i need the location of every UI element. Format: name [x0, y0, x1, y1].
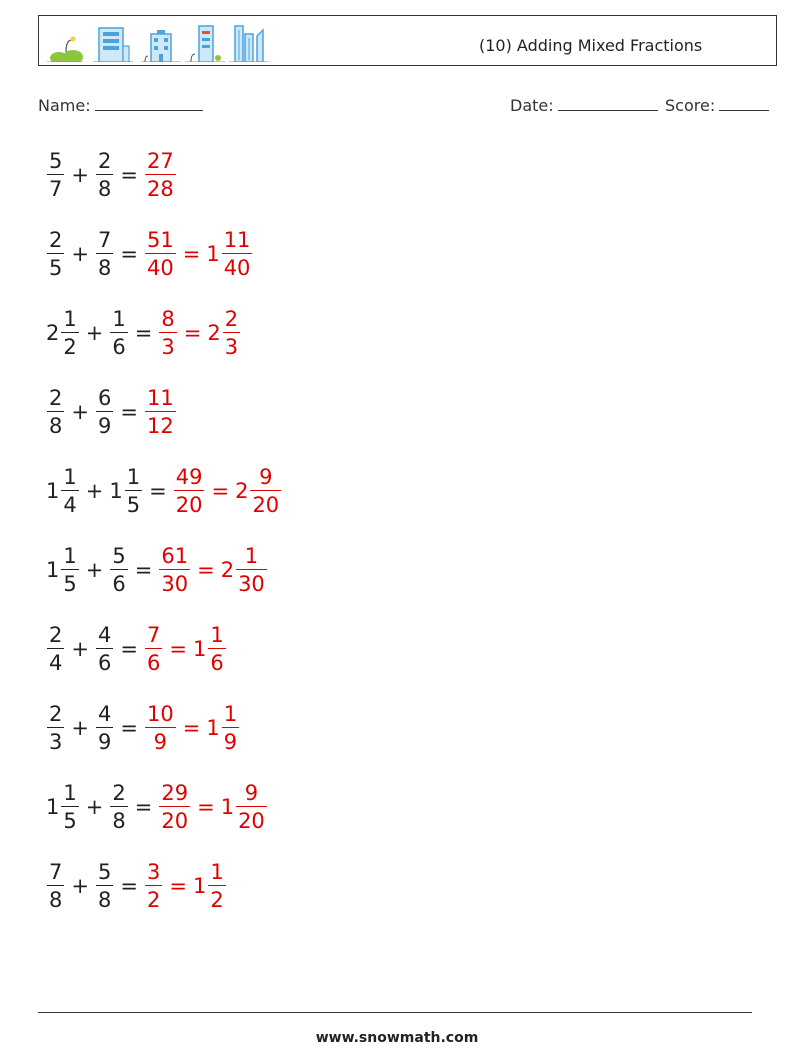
date-blank — [558, 94, 658, 111]
problem-row — [46, 851, 227, 921]
denominator: 2 — [210, 887, 224, 912]
fraction — [222, 227, 253, 280]
numerator: 8 — [161, 306, 175, 331]
whole-number: 1 — [192, 874, 207, 898]
numerator: 4 — [97, 622, 112, 647]
plus-sign: + — [85, 558, 104, 582]
denominator: 20 — [161, 808, 189, 833]
denominator: 7 — [49, 176, 63, 201]
addend-a — [46, 306, 80, 359]
problem-row — [46, 535, 268, 605]
date-label: Date: — [510, 96, 554, 115]
improper-answer — [158, 780, 191, 833]
addend-b — [95, 859, 114, 912]
equals-sign: = — [169, 874, 187, 898]
improper-answer — [144, 622, 163, 675]
denominator: 20 — [252, 492, 280, 517]
fraction — [47, 701, 64, 754]
fraction — [125, 464, 142, 517]
fraction — [110, 306, 127, 359]
numerator: 10 — [146, 701, 174, 726]
fraction — [145, 622, 162, 675]
addend-a — [46, 859, 65, 912]
fraction — [159, 543, 190, 596]
equals-sign: = — [211, 479, 230, 503]
fraction — [96, 385, 113, 438]
addend-b — [95, 701, 114, 754]
numerator: 9 — [244, 780, 259, 805]
addend-b — [95, 148, 114, 201]
fraction — [110, 543, 127, 596]
equals-sign: = — [169, 637, 187, 661]
mixed-answer — [206, 227, 253, 280]
numerator: 1 — [63, 464, 77, 489]
addend-a — [46, 385, 65, 438]
plus-sign: + — [71, 400, 89, 424]
denominator: 12 — [146, 413, 174, 438]
addend-b — [109, 780, 128, 833]
answer — [144, 385, 177, 438]
score-field — [665, 94, 769, 115]
denominator: 5 — [63, 808, 77, 833]
equals-sign: = — [183, 321, 202, 345]
fraction — [223, 306, 240, 359]
score-blank — [719, 94, 769, 111]
equals-sign: = — [120, 400, 138, 424]
improper-answer — [158, 306, 177, 359]
fraction — [96, 622, 113, 675]
numerator: 7 — [49, 859, 63, 884]
equals-sign: = — [120, 874, 138, 898]
answer — [158, 306, 241, 359]
fraction — [61, 306, 78, 359]
fraction — [96, 148, 113, 201]
numerator: 1 — [126, 464, 141, 489]
numerator: 1 — [63, 543, 77, 568]
denominator: 8 — [97, 887, 112, 912]
whole-number: 1 — [46, 479, 60, 503]
denominator: 3 — [49, 729, 63, 754]
mixed-answer — [220, 543, 268, 596]
fraction — [236, 543, 267, 596]
name-field — [38, 94, 203, 115]
plus-sign: + — [71, 163, 89, 187]
numerator: 5 — [49, 148, 63, 173]
addend-a — [46, 622, 65, 675]
equals-sign: = — [197, 558, 215, 582]
fraction — [159, 780, 190, 833]
whole-number: 1 — [220, 795, 235, 819]
numerator: 7 — [146, 622, 161, 647]
improper-answer — [144, 148, 177, 201]
denominator: 28 — [146, 176, 174, 201]
denominator: 20 — [175, 492, 203, 517]
fraction — [96, 227, 113, 280]
fraction — [61, 464, 78, 517]
denominator: 9 — [97, 729, 112, 754]
worksheet-title: (10) Adding Mixed Fractions — [479, 36, 703, 55]
denominator: 6 — [210, 650, 224, 675]
improper-answer — [144, 385, 177, 438]
addend-b — [109, 464, 143, 517]
equals-sign: = — [120, 637, 138, 661]
answer — [144, 148, 177, 201]
whole-number: 2 — [46, 321, 60, 345]
denominator: 30 — [238, 571, 265, 596]
improper-answer — [158, 543, 191, 596]
fraction — [222, 701, 239, 754]
denominator: 5 — [49, 255, 63, 280]
fraction — [159, 306, 176, 359]
apartment-building-icon — [141, 22, 181, 62]
denominator: 8 — [49, 887, 63, 912]
fraction — [174, 464, 205, 517]
denominator: 2 — [63, 334, 77, 359]
fraction — [47, 622, 64, 675]
score-label: Score: — [665, 96, 716, 115]
numerator: 11 — [146, 385, 174, 410]
addend-a — [46, 148, 65, 201]
improper-answer — [144, 227, 177, 280]
worksheet-header — [38, 15, 777, 66]
addend-a — [46, 780, 80, 833]
numerator: 2 — [112, 780, 126, 805]
numerator: 61 — [161, 543, 189, 568]
equals-sign: = — [120, 242, 138, 266]
mixed-answer — [192, 622, 227, 675]
fraction — [145, 148, 176, 201]
addend-a — [46, 464, 80, 517]
plus-sign: + — [85, 795, 104, 819]
numerator: 11 — [223, 227, 251, 252]
fraction — [208, 859, 225, 912]
fraction — [145, 859, 162, 912]
denominator: 6 — [97, 650, 112, 675]
addend-b — [95, 227, 114, 280]
equals-sign: = — [182, 242, 201, 266]
improper-answer — [144, 859, 163, 912]
numerator: 51 — [146, 227, 174, 252]
fraction — [110, 780, 127, 833]
fraction — [47, 385, 64, 438]
plus-sign: + — [71, 716, 89, 740]
fraction — [47, 859, 64, 912]
fraction — [145, 701, 176, 754]
mixed-answer — [235, 464, 282, 517]
addend-b — [109, 306, 128, 359]
denominator: 6 — [112, 571, 126, 596]
equals-sign: = — [120, 716, 138, 740]
denominator: 40 — [223, 255, 251, 280]
numerator: 2 — [49, 385, 63, 410]
answer — [144, 622, 227, 675]
denominator: 8 — [112, 808, 126, 833]
answer — [173, 464, 282, 517]
improper-answer — [173, 464, 206, 517]
problem-row — [46, 693, 240, 763]
equals-sign: = — [134, 321, 153, 345]
denominator: 3 — [161, 334, 175, 359]
whole-number: 2 — [207, 321, 221, 345]
plus-sign: + — [71, 637, 89, 661]
numerator: 5 — [112, 543, 126, 568]
numerator: 6 — [97, 385, 112, 410]
whole-number: 1 — [192, 637, 207, 661]
answer — [144, 859, 227, 912]
problem-row — [46, 772, 268, 842]
equals-sign: = — [120, 163, 138, 187]
denominator: 40 — [146, 255, 174, 280]
denominator: 9 — [97, 413, 112, 438]
numerator: 1 — [112, 306, 126, 331]
answer — [144, 701, 240, 754]
numerator: 29 — [161, 780, 189, 805]
name-blank — [95, 94, 203, 111]
numerator: 2 — [224, 306, 239, 331]
office-building-icon — [93, 22, 133, 62]
improper-answer — [144, 701, 177, 754]
addend-a — [46, 701, 65, 754]
numerator: 4 — [97, 701, 112, 726]
denominator: 9 — [223, 729, 238, 754]
numerator: 1 — [210, 859, 224, 884]
addend-a — [46, 543, 80, 596]
numerator: 2 — [49, 227, 63, 252]
fraction — [96, 701, 113, 754]
fraction — [96, 859, 113, 912]
skyscraper-icon — [229, 22, 269, 62]
denominator: 8 — [49, 413, 63, 438]
equals-sign: = — [134, 795, 153, 819]
numerator: 1 — [63, 306, 77, 331]
problem-row — [46, 140, 177, 210]
footer-url: www.snowmath.com — [315, 1030, 479, 1046]
addend-b — [109, 543, 128, 596]
numerator: 1 — [223, 701, 238, 726]
denominator: 2 — [146, 887, 161, 912]
mixed-answer — [207, 306, 241, 359]
fraction — [61, 543, 78, 596]
whole-number: 2 — [220, 558, 235, 582]
denominator: 20 — [238, 808, 265, 833]
tower-building-icon — [185, 22, 225, 62]
numerator: 2 — [49, 701, 63, 726]
fraction — [145, 385, 176, 438]
denominator: 8 — [97, 176, 112, 201]
fraction — [47, 148, 64, 201]
mixed-answer — [220, 780, 268, 833]
problem-row — [46, 456, 282, 526]
equals-sign: = — [149, 479, 167, 503]
problem-row — [46, 614, 227, 684]
fraction — [208, 622, 225, 675]
park-icon — [45, 22, 85, 62]
denominator: 30 — [161, 571, 189, 596]
addend-a — [46, 227, 65, 280]
whole-number: 1 — [46, 795, 60, 819]
whole-number: 1 — [46, 558, 60, 582]
problem-row — [46, 219, 253, 289]
answer — [158, 543, 267, 596]
denominator: 3 — [224, 334, 239, 359]
numerator: 2 — [49, 622, 63, 647]
addend-b — [95, 385, 114, 438]
whole-number: 1 — [109, 479, 123, 503]
numerator: 5 — [97, 859, 112, 884]
numerator: 27 — [146, 148, 174, 173]
numerator: 9 — [259, 464, 273, 489]
mixed-answer — [192, 859, 227, 912]
fraction — [47, 227, 64, 280]
denominator: 5 — [126, 492, 141, 517]
plus-sign: + — [85, 479, 104, 503]
problem-row — [46, 377, 177, 447]
fraction — [61, 780, 78, 833]
equals-sign: = — [134, 558, 153, 582]
numerator: 1 — [210, 622, 224, 647]
denominator: 9 — [153, 729, 168, 754]
plus-sign: + — [85, 321, 104, 345]
numerator: 2 — [97, 148, 112, 173]
problem-row — [46, 298, 241, 368]
equals-sign: = — [182, 716, 201, 740]
denominator: 4 — [49, 650, 63, 675]
numerator: 1 — [244, 543, 259, 568]
fraction — [236, 780, 267, 833]
answer — [144, 227, 253, 280]
denominator: 6 — [112, 334, 126, 359]
answer — [158, 780, 267, 833]
fraction — [145, 227, 176, 280]
whole-number: 1 — [206, 242, 220, 266]
numerator: 49 — [175, 464, 203, 489]
footer-divider — [38, 1012, 752, 1013]
denominator: 4 — [63, 492, 77, 517]
numerator: 7 — [97, 227, 112, 252]
denominator: 8 — [97, 255, 112, 280]
whole-number: 2 — [235, 479, 249, 503]
fraction — [250, 464, 281, 517]
plus-sign: + — [71, 242, 89, 266]
name-label: Name: — [38, 96, 91, 115]
equals-sign: = — [197, 795, 215, 819]
whole-number: 1 — [206, 716, 220, 740]
denominator: 5 — [63, 571, 77, 596]
date-field — [510, 94, 658, 115]
plus-sign: + — [71, 874, 89, 898]
numerator: 1 — [63, 780, 77, 805]
denominator: 6 — [146, 650, 161, 675]
mixed-answer — [206, 701, 240, 754]
addend-b — [95, 622, 114, 675]
numerator: 3 — [146, 859, 161, 884]
